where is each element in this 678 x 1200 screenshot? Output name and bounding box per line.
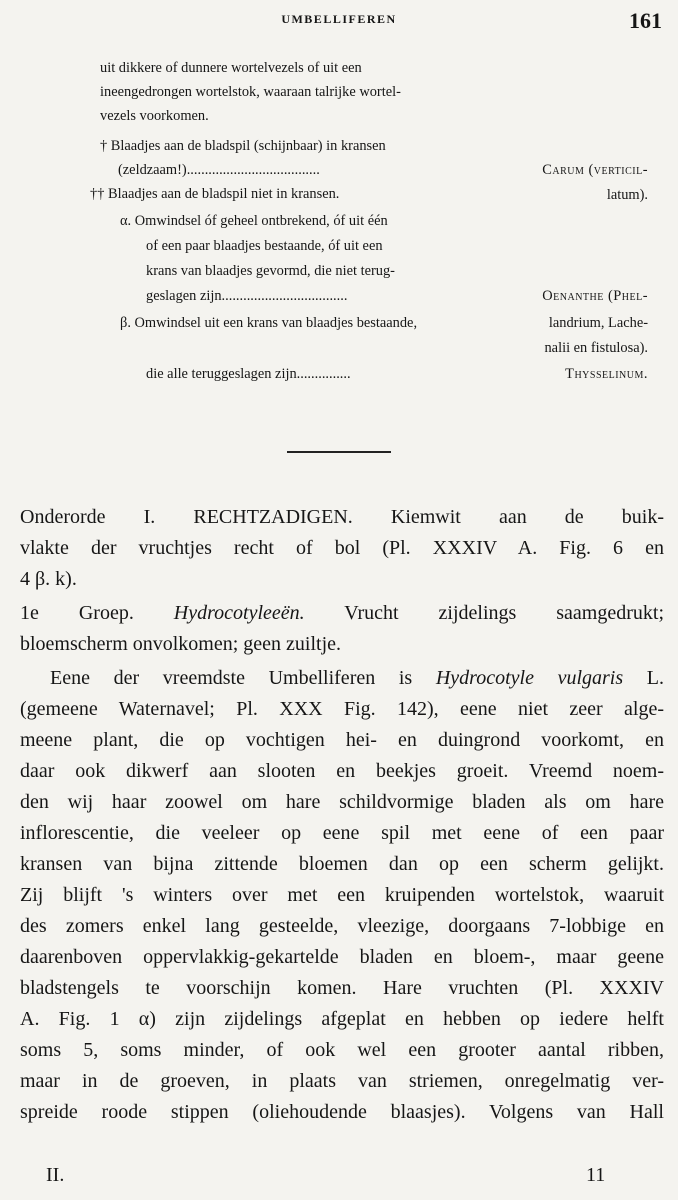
body-line: daarenboven oppervlakkig-gekartelde bladen en bloem-, maar geene [20,946,664,968]
section-divider [287,451,391,453]
key-genus-continued: landrium, Lache- [548,315,648,331]
key-line: krans van blaadjes gevormd, die niet terug- [146,263,395,279]
key-line: ineengedrongen wortelstok, waaraan talrijke wortel- [100,84,401,100]
body-line: daar ook dikwerf aan slooten en beekjes groeit. Vreemd noem- [20,760,664,782]
body-line: inflorescentie, die veeleer op eene spil met eene of een paar [20,822,664,844]
body-line: kransen van bijna zittende bloemen dan op een scherm gelijkt. [20,853,664,875]
body-line: des zomers enkel lang gesteelde, vleezige, doorgaans 7-lobbige en [20,915,664,937]
body-line: spreide roode stippen (oliehoudende blaasjes). Volgens van Hall [20,1101,664,1123]
body-line: 4 β. k). [20,568,77,590]
key-genus: Oenanthe (Phel- [542,288,648,304]
page-number: 161 [629,8,662,33]
key-genus-continued: nalii en fistulosa). [544,340,648,356]
body-line: meene plant, die op vochtigen hei- en duingrond voorkomt, en [20,729,664,751]
body-line: Onderorde I. RECHTZADIGEN. Kiemwit aan de buik- [20,506,664,528]
signature-mark: II. [46,1164,65,1186]
key-genus: Thysselinum. [565,366,648,382]
body-line: A. Fig. 1 α) zijn zijdelings afgeplat en hebben op iedere helft [20,1008,664,1030]
running-header: UMBELLIFEREN [281,12,397,26]
body-line: bladstengels te voorschijn komen. Hare vruchten (Pl. XXXIV [20,977,664,999]
key-line: α. Omwindsel óf geheel ontbrekend, óf uit één [120,213,388,229]
key-line: geslagen zijn................................... [146,288,348,304]
body-line: maar in de groeven, in plaats van striemen, onregelmatig ver- [20,1070,664,1092]
body-line: bloemscherm onvolkomen; geen zuiltje. [20,633,342,655]
key-line: (zeldzaam!)..................................... [118,162,320,178]
key-line: of een paar blaadjes bestaande, óf uit een [146,238,383,254]
body-line: den wij haar zoowel om hare schildvormige bladen als om hare [20,791,664,813]
body-line: (gemeene Waternavel; Pl. XXX Fig. 142), eene niet zeer alge- [20,698,664,720]
sheet-number: 11 [586,1164,606,1186]
key-genus: Carum (verticil- [542,162,648,178]
body-line: soms 5, soms minder, of ook wel een grooter aantal ribben, [20,1039,664,1061]
body-line: vlakte der vruchtjes recht of bol (Pl. XXXIV A. Fig. 6 en [20,537,664,559]
key-genus-continued: latum). [606,187,648,203]
key-line: β. Omwindsel uit een krans van blaadjes bestaande, [120,315,418,331]
body-line: 1e Groep. Hydrocotyleeën. Vrucht zijdelings saamgedrukt; [20,602,665,624]
key-line: vezels voorkomen. [100,108,209,124]
key-line: † Blaadjes aan de bladspil (schijnbaar) in kransen [100,138,386,154]
body-line: Eene der vreemdste Umbelliferen is Hydrocotyle vulgaris L. [50,667,665,689]
key-line: †† Blaadjes aan de bladspil niet in kransen. [90,186,340,202]
key-line: uit dikkere of dunnere wortelvezels of uit een [100,60,362,76]
key-line: die alle teruggeslagen zijn............... [146,366,351,382]
body-line: Zij blijft 's winters over met een kruipenden wortelstok, waaruit [20,884,664,906]
